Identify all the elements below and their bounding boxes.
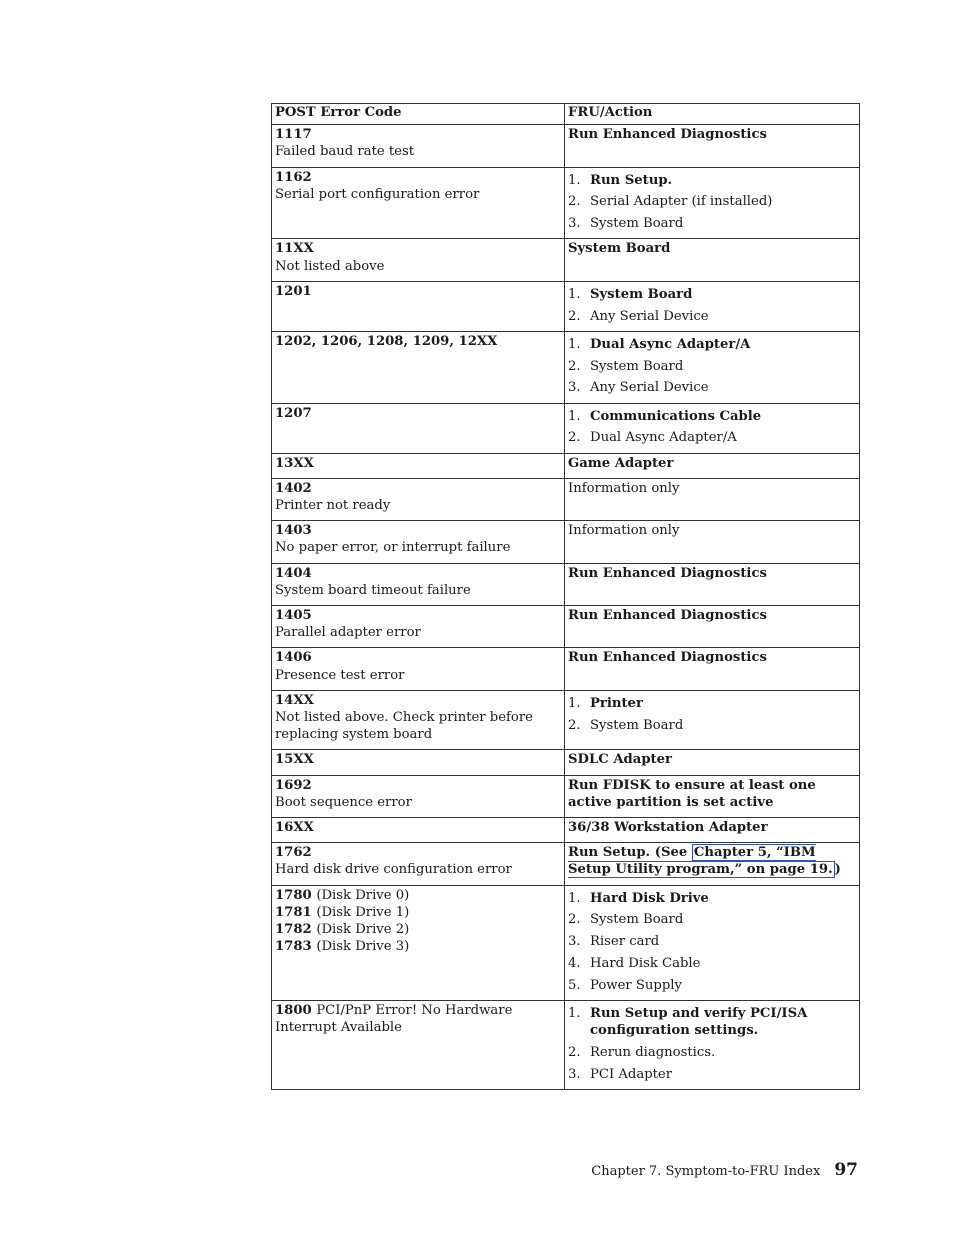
action-text [568,844,841,878]
table-row [272,775,860,817]
step-text: System Board [590,286,693,302]
action-text: System Board [568,241,671,257]
step-text: Rerun diagnostics. [590,1045,716,1061]
error-code-cell [272,125,565,167]
action-steps-list [568,408,856,447]
step-number: 2. [568,1045,581,1061]
action-step [568,695,856,712]
action-step [568,408,856,425]
error-code: 1162 [275,169,312,185]
fru-action-cell [565,563,860,605]
error-description: (Disk Drive 2) [316,922,410,938]
footer-chapter-title: Chapter 7. Symptom-to-FRU Index [591,1164,821,1179]
error-description: Printer not ready [275,498,391,514]
action-step [568,172,856,189]
action-step [568,379,856,396]
step-text: Hard Disk Cable [590,956,701,972]
step-text: Riser card [590,934,660,950]
action-text: SDLC Adapter [568,752,672,768]
table-row [272,690,860,750]
table-row [272,818,860,843]
fru-action-cell [565,606,860,648]
error-code-cell [272,843,565,885]
error-code: 1762 [275,845,312,861]
error-description: PCI/PnP Error! No Hardware Interrupt Available [275,1003,513,1036]
error-code-line [275,1002,561,1036]
fru-action-cell [565,478,860,520]
step-text: Hard Disk Drive [590,890,709,906]
table-row [272,563,860,605]
error-code: 1403 [275,523,312,539]
step-number: 5. [568,977,581,993]
action-steps-list [568,890,856,994]
error-code-cell [272,331,565,403]
fru-action-cell [565,843,860,885]
error-code-line [275,921,561,938]
error-code-cell [272,690,565,750]
header-post-error-code: POST Error Code [272,104,565,125]
table-body [272,125,860,1090]
error-code-cell [272,239,565,281]
error-description: Hard disk drive configuration error [275,862,512,878]
step-number: 1. [568,1006,581,1022]
step-number: 3. [568,216,581,232]
table-row [272,885,860,1000]
step-text: Run Setup and verify PCI/ISA configuration settings. [590,1006,808,1039]
error-description: Not listed above [275,258,385,274]
step-text: Run Setup. [590,172,673,188]
step-text: System Board [590,912,684,928]
step-number: 1. [568,890,581,906]
fru-action-cell [565,521,860,563]
action-step [568,193,856,210]
error-code-line [275,904,561,921]
action-step [568,1066,856,1083]
action-step [568,955,856,972]
step-text: PCI Adapter [590,1066,673,1082]
error-description: (Disk Drive 3) [316,939,410,955]
table-row [272,478,860,520]
action-step [568,286,856,303]
action-step [568,215,856,232]
action-steps-list [568,1005,856,1083]
action-text: Run FDISK to ensure at least one active partition is set active [568,777,816,810]
fru-action-cell [565,167,860,239]
fru-action-cell [565,403,860,453]
error-description: (Disk Drive 0) [316,887,410,903]
table-header-row [272,104,860,125]
action-step [568,1044,856,1061]
error-code: 1207 [275,405,312,421]
step-text: Communications Cable [590,408,762,424]
step-number: 1. [568,408,581,424]
action-text: Run Enhanced Diagnostics [568,608,767,624]
action-step [568,308,856,325]
table-row [272,521,860,563]
fru-action-cell [565,818,860,843]
step-text: Any Serial Device [590,380,709,396]
table-row [272,1001,860,1090]
step-number: 2. [568,194,581,210]
action-step [568,933,856,950]
error-code: 1404 [275,565,312,581]
action-suffix: ) [834,862,841,878]
error-code-cell [272,167,565,239]
error-code-cell [272,1001,565,1090]
error-code-cell [272,563,565,605]
error-code: 1406 [275,650,312,666]
error-code: 1405 [275,608,312,624]
error-code-cell [272,818,565,843]
action-text: Run Enhanced Diagnostics [568,650,767,666]
action-step [568,717,856,734]
error-code: 1402 [275,480,312,496]
error-code-cell [272,521,565,563]
action-steps-list [568,172,856,233]
error-description: Not listed above. Check printer before replacing system board [275,710,533,743]
step-text: Power Supply [590,977,682,993]
fru-action-cell [565,750,860,775]
error-code: 16XX [275,820,314,836]
action-text: Run Enhanced Diagnostics [568,127,767,143]
fru-table [271,103,860,1090]
error-description: No paper error, or interrupt failure [275,540,511,556]
step-text: System Board [590,717,684,733]
step-text: Dual Async Adapter/A [590,430,737,446]
error-description: Parallel adapter error [275,625,421,641]
step-text: Dual Async Adapter/A [590,336,751,352]
step-number: 2. [568,717,581,733]
error-code-cell [272,750,565,775]
error-code: 1692 [275,777,312,793]
table-row [272,125,860,167]
action-step [568,977,856,994]
step-text: Serial Adapter (if installed) [590,194,773,210]
action-text: 36/38 Workstation Adapter [568,820,768,836]
table-row [272,453,860,478]
table-row [272,331,860,403]
table-row [272,648,860,690]
error-code: 14XX [275,692,314,708]
error-code: 1783 [275,939,312,955]
error-code-cell [272,648,565,690]
table-row [272,239,860,281]
step-number: 1. [568,336,581,352]
step-number: 2. [568,358,581,374]
table-row [272,403,860,453]
table-row [272,843,860,885]
fru-action-cell [565,125,860,167]
action-steps-list [568,695,856,734]
error-description: Failed baud rate test [275,144,415,160]
action-text: Game Adapter [568,455,674,471]
error-code: 1800 [275,1003,312,1019]
error-code: 15XX [275,752,314,768]
error-code-cell [272,885,565,1000]
step-text: Any Serial Device [590,308,709,324]
step-number: 2. [568,912,581,928]
error-code-cell [272,478,565,520]
step-text: System Board [590,358,684,374]
step-number: 1. [568,695,581,711]
table-row [272,167,860,239]
step-number: 3. [568,380,581,396]
step-number: 2. [568,430,581,446]
step-number: 1. [568,172,581,188]
error-code: 1780 [275,887,312,903]
error-code-cell [272,606,565,648]
error-code-cell [272,403,565,453]
table-row [272,281,860,331]
fru-action-cell [565,775,860,817]
action-steps-list [568,336,856,397]
error-code-line [275,938,561,955]
fru-action-cell [565,281,860,331]
page-number: 97 [834,1160,858,1180]
step-number: 4. [568,956,581,972]
error-code: 1202, 1206, 1208, 1209, 12XX [275,333,498,349]
error-description: Serial port configuration error [275,186,480,202]
error-code: 1201 [275,283,312,299]
error-description: Boot sequence error [275,794,412,810]
fru-action-cell [565,331,860,403]
action-step [568,429,856,446]
action-step [568,1005,856,1039]
error-description: Presence test error [275,667,405,683]
action-step [568,890,856,907]
error-description: (Disk Drive 1) [316,904,410,920]
fru-action-cell [565,239,860,281]
fru-action-cell [565,885,860,1000]
step-text: Printer [590,695,643,711]
chapter-5-cross-reference-link[interactable]: Chapter 5, “IBM Setup Utility program,” on page 19. [568,845,833,878]
action-step [568,358,856,375]
action-step [568,336,856,353]
step-text: System Board [590,216,684,232]
fru-action-cell [565,453,860,478]
table-row [272,750,860,775]
action-step [568,911,856,928]
step-number: 1. [568,286,581,302]
fru-action-cell [565,690,860,750]
error-code-cell [272,775,565,817]
page-footer [591,1160,858,1180]
table-row [272,606,860,648]
header-fru-action: FRU/Action [565,104,860,125]
fru-action-cell [565,1001,860,1090]
error-description: System board timeout failure [275,582,471,598]
step-number: 3. [568,1066,581,1082]
error-code-cell [272,453,565,478]
step-number: 2. [568,308,581,324]
error-code: 13XX [275,455,314,471]
action-prefix: Run Setup. (See [568,845,692,861]
error-code: 1782 [275,922,312,938]
action-text: Run Enhanced Diagnostics [568,565,767,581]
error-code: 11XX [275,241,314,257]
action-steps-list [568,286,856,325]
error-code-cell [272,281,565,331]
action-text: Information only [568,523,680,539]
action-text: Information only [568,480,680,496]
error-code: 1781 [275,904,312,920]
error-code: 1117 [275,127,312,143]
step-number: 3. [568,934,581,950]
error-code-line [275,887,561,904]
fru-action-cell [565,648,860,690]
